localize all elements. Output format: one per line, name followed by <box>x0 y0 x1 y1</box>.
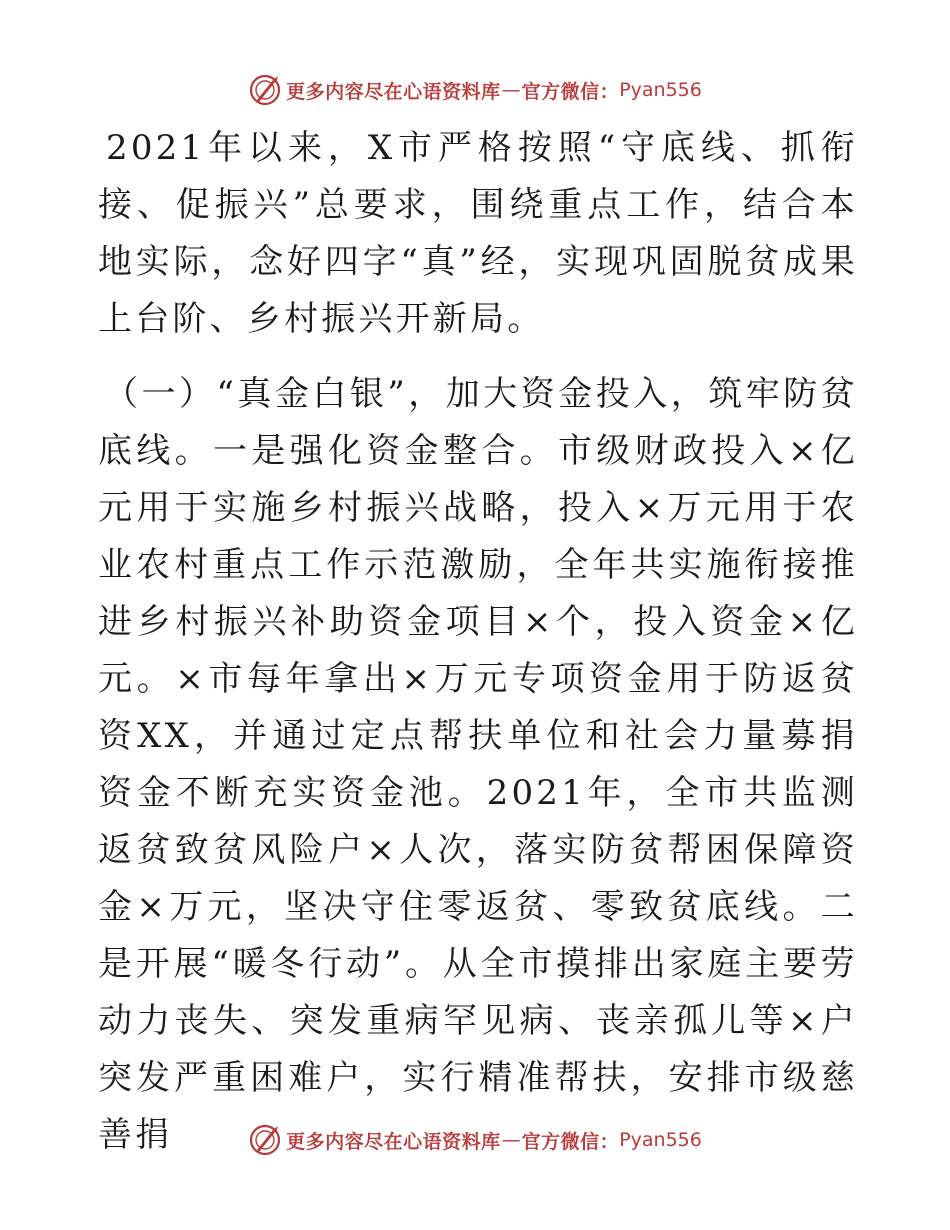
watermark-contact-id: Pyan556 <box>619 1129 702 1151</box>
quill-logo-icon <box>248 1123 282 1157</box>
watermark-separator: — <box>501 1129 521 1151</box>
watermark-separator: — <box>501 79 521 101</box>
watermark-banner-bottom <box>0 1120 950 1160</box>
watermark-contact-label: 官方微信： <box>521 1130 620 1153</box>
watermark-text: 更多内容尽在心语资料库 <box>286 1130 501 1153</box>
paragraph-intro: 2021年以来，X市严格按照“守底线、抓衔接、促振兴”总要求，围绕重点工作，结合本地实际，念好四字“真”经，实现巩固脱贫成果上台阶、乡村振兴开新局。 <box>98 128 858 339</box>
watermark-banner-top <box>0 70 950 110</box>
watermark-contact-id: Pyan556 <box>619 79 702 101</box>
watermark-contact-label: 官方微信： <box>521 80 620 103</box>
watermark-text: 更多内容尽在心语资料库 <box>286 80 501 103</box>
paragraph-section-one: （一）“真金白银”，加大资金投入，筑牢防贫底线。一是强化资金整合。市级财政投入×亿元用于实施乡村振兴战略，投入×万元用于农业农村重点工作示范激励，全年共实施衔接推进乡村振兴补助资金项目×个，投入资金×亿元。×市每年拿出×万元专项资金用于防返贫资XX，并通过定点帮扶单位和社会力量募捐资金不断充实资金池。2021年，全市共监测返贫致贫风险户×人次，落实防贫帮困保障资金×万元，坚决守住零返贫、零致贫底线。二是开展“暖冬行动”。从全市摸排出家庭主要劳动力丧失、突发重病罕见病、丧亲孤儿等×户突发严重困难户，实行精准帮扶，安排市级慈善捐 <box>98 374 858 1155</box>
document-body <box>98 120 858 1164</box>
quill-logo-icon <box>248 73 282 107</box>
